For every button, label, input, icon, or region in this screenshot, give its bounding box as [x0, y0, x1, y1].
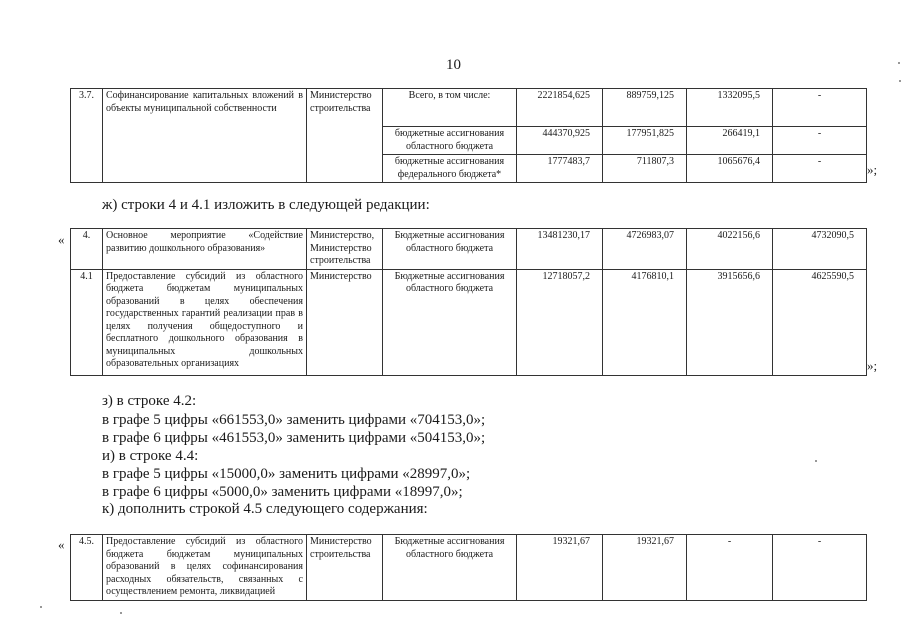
row-number: 3.7.	[71, 89, 103, 183]
value-cell: 1065676,4	[687, 155, 773, 183]
table-row-4-5	[70, 534, 867, 601]
paragraph-line: в графе 5 цифры «15000,0» заменить цифрами «28997,0»;	[102, 466, 471, 482]
value-cell: 711807,3	[603, 155, 687, 183]
value-cell: -	[773, 155, 867, 183]
value-cell: 3915656,6	[687, 269, 773, 375]
value-cell: 19321,67	[603, 535, 687, 601]
page-number: 10	[446, 57, 461, 73]
open-quote: «	[58, 232, 65, 247]
measure-name: Софинансирование капитальных вложений в объекты муниципальной собственности	[103, 89, 307, 183]
value-cell: 12718057,2	[517, 269, 603, 375]
value-cell: 19321,67	[517, 535, 603, 601]
paragraph-line: в графе 6 цифры «5000,0» заменить цифрами «18997,0»;	[102, 484, 463, 500]
measure-name: Основное мероприятие «Содействие развитию дошкольного образования»	[103, 229, 307, 270]
table-row-3-7	[70, 88, 867, 183]
close-quote: »;	[867, 162, 878, 177]
value-cell: 2221854,625	[517, 89, 603, 127]
value-cell: -	[773, 127, 867, 155]
executor: Министерство строительства	[307, 89, 383, 183]
scan-speck	[899, 80, 901, 82]
executor: Министерство, Министерство строительства	[307, 229, 383, 270]
scan-speck	[815, 460, 817, 462]
value-cell: 266419,1	[687, 127, 773, 155]
paragraph-line: в графе 6 цифры «461553,0» заменить цифрами «504153,0»;	[102, 430, 486, 446]
paragraph-i: и) в строке 4.4:	[102, 448, 199, 464]
funding-source: Бюджетные ассигнования областного бюджета	[383, 229, 517, 270]
measure-name: Предоставление субсидий из областного бюджета бюджетам муниципальных образований в целях софинансирования расходных обязательств, связанных с осуществлением ремонта, ликвидацией	[103, 535, 307, 601]
scan-speck	[898, 62, 900, 64]
open-quote: «	[58, 537, 65, 552]
value-cell: 4726983,07	[603, 229, 687, 270]
paragraph-zh: ж) строки 4 и 4.1 изложить в следующей редакции:	[102, 197, 430, 213]
row-number: 4.5.	[71, 535, 103, 601]
funding-source: Всего, в том числе:	[383, 89, 517, 127]
value-cell: 4732090,5	[773, 229, 867, 270]
value-cell: 4625590,5	[773, 269, 867, 375]
executor: Министерство строительства	[307, 535, 383, 601]
value-cell: 1777483,7	[517, 155, 603, 183]
measure-name: Предоставление субсидий из областного бюджета бюджетам муниципальных образований в целях обеспечения государственных гарантий реализации прав в целях получения общедоступного и бесплатного дошкольного образования в муниципальных дошкольных образовательных организациях	[103, 269, 307, 375]
value-cell: 4176810,1	[603, 269, 687, 375]
paragraph-k: к) дополнить строкой 4.5 следующего содержания:	[102, 501, 428, 517]
executor: Министерство	[307, 269, 383, 375]
funding-source: Бюджетные ассигнования областного бюджета	[383, 269, 517, 375]
value-cell: 13481230,17	[517, 229, 603, 270]
value-cell: 444370,925	[517, 127, 603, 155]
funding-source: бюджетные ассигнования федерального бюджета*	[383, 155, 517, 183]
close-quote: »;	[867, 358, 878, 373]
paragraph-line: в графе 5 цифры «661553,0» заменить цифрами «704153,0»;	[102, 412, 486, 428]
value-cell: 4022156,6	[687, 229, 773, 270]
funding-source: бюджетные ассигнования областного бюджета	[383, 127, 517, 155]
row-number: 4.	[71, 229, 103, 270]
row-number: 4.1	[71, 269, 103, 375]
value-cell: -	[773, 89, 867, 127]
value-cell: 889759,125	[603, 89, 687, 127]
value-cell: -	[687, 535, 773, 601]
value-cell: 177951,825	[603, 127, 687, 155]
table-rows-4	[70, 228, 867, 376]
value-cell: 1332095,5	[687, 89, 773, 127]
paragraph-z: з) в строке 4.2:	[102, 393, 197, 409]
scan-speck	[120, 612, 122, 614]
funding-source: Бюджетные ассигнования областного бюджета	[383, 535, 517, 601]
scan-speck	[40, 606, 42, 608]
value-cell: -	[773, 535, 867, 601]
